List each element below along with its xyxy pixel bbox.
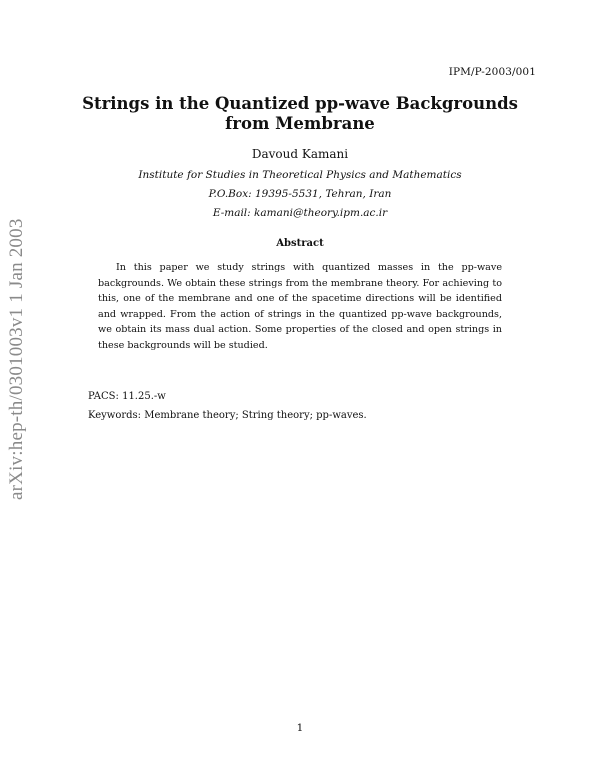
author-email: E-mail: kamani@theory.ipm.ac.ir	[212, 207, 388, 219]
affiliation-institute: Institute for Studies in Theoretical Physics and Mathematics	[138, 169, 462, 181]
keywords: Keywords: Membrane theory; String theory; pp-waves.	[88, 410, 367, 421]
arxiv-identifier: arXiv:hep-th/0301003v1 1 Jan 2003	[6, 218, 27, 500]
page-number: 1	[296, 722, 304, 734]
pacs-code: PACS: 11.25.-w	[88, 391, 166, 402]
affiliation-address: P.O.Box: 19395-5531, Tehran, Iran	[208, 188, 392, 200]
abstract-body: In this paper we study strings with quantized masses in the pp-wave backgrounds. We obtain these strings from the membrane theory. For achieving to this, one of the membrane and one of the spacetime directions will be identified and wrapped. From the action of strings in the quantized pp-wave backgrounds, we obtain its mass dual action. Some properties of the closed and open strings in these backgrounds will be studied.	[98, 262, 502, 351]
paper-title: Strings in the Quantized pp-wave Backgrounds from Membrane	[82, 94, 518, 133]
preprint-number: IPM/P-2003/001	[448, 66, 536, 78]
author-name: Davoud Kamani	[251, 147, 349, 161]
abstract-heading: Abstract	[276, 238, 324, 249]
